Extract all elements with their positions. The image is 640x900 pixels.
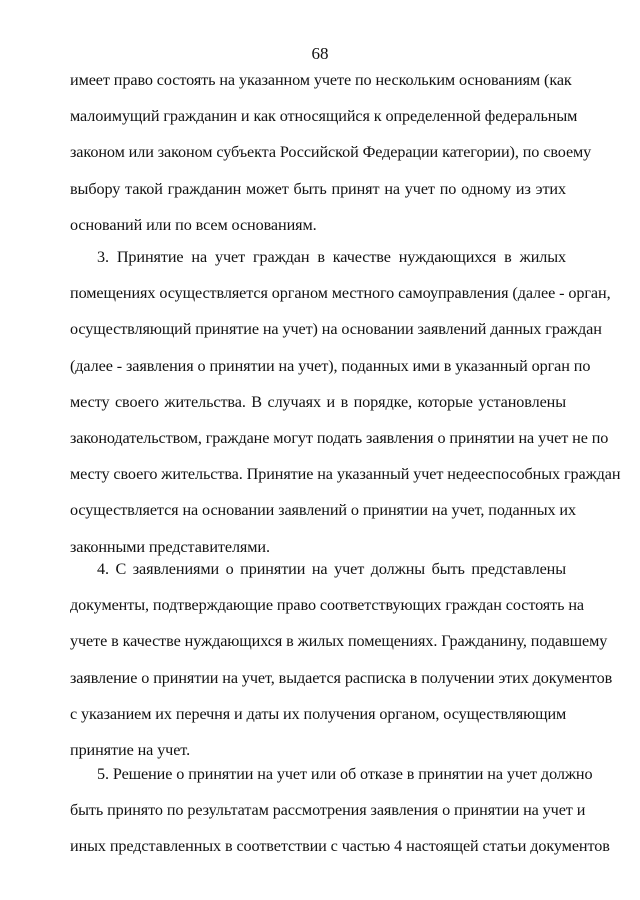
text-line: имеет право состоять на указанном учете по нескольким основаниям (как bbox=[70, 71, 572, 89]
text-line: законом или законом субъекта Российской Федерации категории), по своему bbox=[70, 143, 592, 162]
text-line: месту своего жительства. В случаях и в порядке, которые установлены bbox=[70, 392, 566, 411]
text-line: заявление о принятии на учет, выдается расписка в получении этих документов bbox=[70, 668, 613, 687]
text-line: малоимущий гражданин и как относящийся к определенной федеральным bbox=[70, 107, 578, 126]
text-line: 3. Принятие на учет граждан в качестве нуждающихся в жилых bbox=[97, 248, 566, 266]
text-line: быть принято по результатам рассмотрения заявления о принятии на учет и bbox=[70, 801, 586, 820]
paragraph-4 bbox=[70, 551, 613, 768]
text-line: учете в качестве нуждающихся в жилых помещениях. Гражданину, подавшему bbox=[70, 632, 608, 651]
text-line: оснований или по всем основаниям. bbox=[70, 215, 317, 234]
text-line: 5. Решение о принятии на учет или об отказе в принятии на учет должно bbox=[97, 765, 593, 783]
text-line: выбору такой гражданин может быть принят на учет по одному из этих bbox=[70, 179, 566, 198]
text-line: месту своего жительства. Принятие на указанный учет недееспособных граждан bbox=[70, 465, 621, 484]
text-line: 4. С заявлениями о принятии на учет должны быть представлены bbox=[97, 560, 566, 578]
text-line: иных представленных в соответствии с частью 4 настоящей статьи документов bbox=[70, 837, 610, 856]
text-line: помещениях осуществляется органом местного самоуправления (далее - орган, bbox=[70, 284, 611, 303]
paragraph-3 bbox=[70, 239, 621, 565]
text-line: с указанием их перечня и даты их получения органом, осуществляющим bbox=[70, 704, 567, 723]
paragraph-continuation bbox=[70, 62, 592, 243]
page-number: 68 bbox=[311, 44, 329, 63]
text-line: осуществляющий принятие на учет) на основании заявлений данных граждан bbox=[70, 320, 602, 339]
text-line: (далее - заявления о принятии на учет), поданных ими в указанный орган по bbox=[70, 356, 591, 375]
text-line: законными представителями. bbox=[70, 537, 270, 556]
text-line: осуществляется на основании заявлений о принятии на учет, поданных их bbox=[70, 501, 576, 520]
text-line: документы, подтверждающие право соответствующих граждан состоять на bbox=[70, 596, 584, 615]
text-line: законодательством, граждане могут подать заявления о принятии на учет не по bbox=[70, 428, 609, 447]
paragraph-5 bbox=[70, 756, 610, 865]
text-line: принятие на учет. bbox=[70, 740, 191, 759]
